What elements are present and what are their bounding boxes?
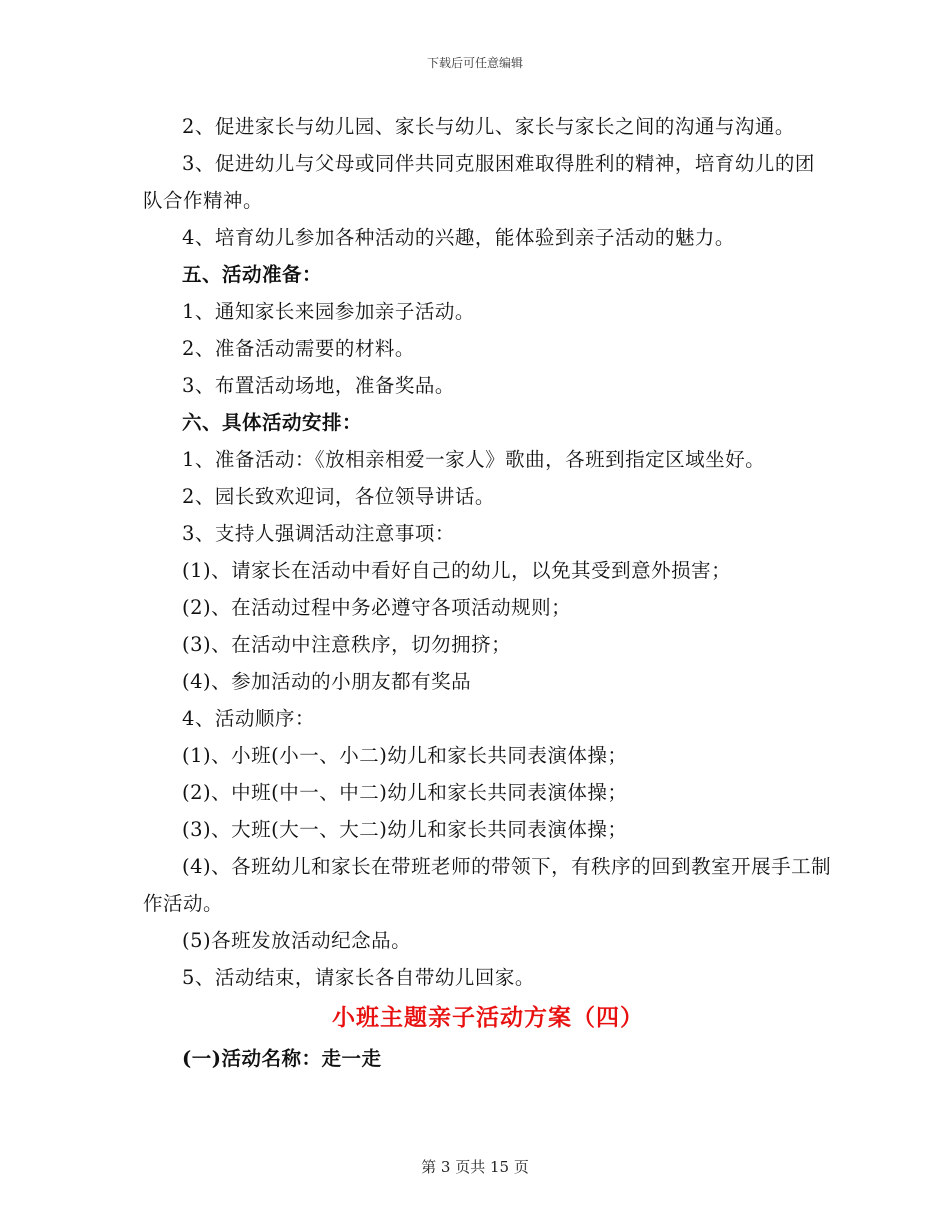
section-title: 小班主题亲子活动方案（四）: [332, 1004, 644, 1031]
subheading: (一)活动名称：走一走: [182, 1047, 382, 1070]
page-header: 下载后可任意编辑: [426, 56, 523, 70]
paragraph: (3)、大班(大一、大二)幼儿和家长共同表演体操；: [182, 818, 628, 841]
paragraph: (2)、中班(中一、中二)幼儿和家长共同表演体操；: [182, 781, 628, 804]
paragraph: (4)、参加活动的小朋友都有奖品: [182, 670, 472, 693]
paragraph: 3、布置活动场地，准备奖品。: [182, 374, 455, 397]
paragraph: (4)、各班幼儿和家长在带班老师的带领下，有秩序的回到教室开展手工制作活动。: [143, 855, 832, 915]
paragraph: 2、准备活动需要的材料。: [182, 337, 415, 360]
paragraph: 1、准备活动：《放相亲相爱一家人》歌曲，各班到指定区域坐好。: [182, 448, 766, 471]
paragraph: 1、通知家长来园参加亲子活动。: [182, 300, 475, 323]
paragraph: (3)、在活动中注意秩序，切勿拥挤；: [182, 633, 512, 656]
paragraph: (5)各班发放活动纪念品。: [182, 929, 412, 952]
paragraph: (1)、小班(小一、小二)幼儿和家长共同表演体操；: [182, 744, 628, 767]
document-body: [143, 108, 833, 1077]
paragraph: (1)、请家长在活动中看好自己的幼儿，以免其受到意外损害；: [182, 559, 732, 582]
paragraph: 4、活动顺序：: [182, 707, 315, 730]
paragraph: 5、活动结束，请家长各自带幼儿回家。: [182, 966, 535, 989]
paragraph: 2、促进家长与幼儿园、家长与幼儿、家长与家长之间的沟通与沟通。: [182, 115, 795, 138]
section-heading: 五、活动准备：: [182, 263, 323, 286]
page-footer: 第 3 页共 15 页: [421, 1158, 529, 1176]
paragraph: 3、支持人强调活动注意事项：: [182, 522, 455, 545]
paragraph: 4、培育幼儿参加各种活动的兴趣，能体验到亲子活动的魅力。: [182, 226, 735, 249]
section-heading: 六、具体活动安排：: [182, 411, 363, 434]
paragraph: (2)、在活动过程中务必遵守各项活动规则；: [182, 596, 572, 619]
paragraph: 3、促进幼儿与父母或同伴共同克服困难取得胜利的精神，培育幼儿的团队合作精神。: [143, 152, 815, 212]
paragraph: 2、园长致欢迎词，各位领导讲话。: [182, 485, 495, 508]
